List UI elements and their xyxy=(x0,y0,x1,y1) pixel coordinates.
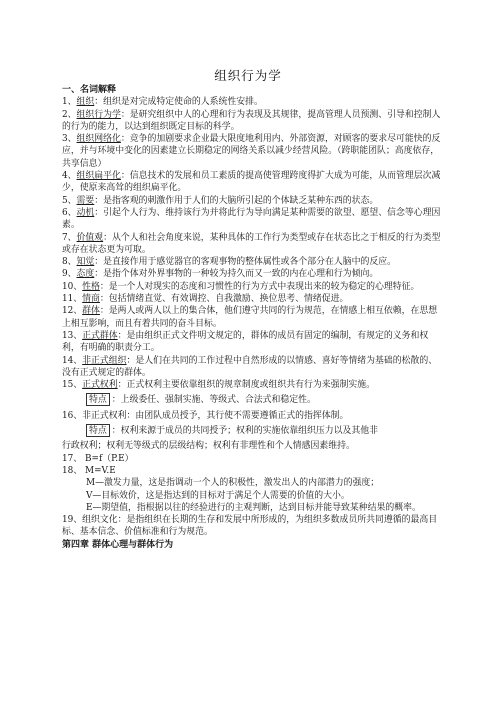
definition-item: 11、情商：包括情绪直觉、有效调控、自我激励、换位思考、情绪促进。 xyxy=(62,294,349,305)
definition-item: 4、组织扁平化：信息技术的发展和员工素质的提高使管理跨度得扩大成为可能，从而管理层次减少，使原来高耸的组织扁平化。 xyxy=(62,171,441,194)
definition-item: 3、组织网络化：竞争的加剧要求企业最大限度地利用内、外部资源，对顾客的要求尽可能快的反应，并与环境中变化的因素建立长期稳定的网络关系以减少经营风险。（跨职能团队；高度依存，共享信息） xyxy=(62,134,441,169)
term: 组织扁平化 xyxy=(76,171,121,182)
term: 群体 xyxy=(82,306,100,317)
term: 动机 xyxy=(76,207,95,218)
term: 正式群体 xyxy=(82,330,118,341)
definition-item: 13、正式群体：是由组织正式文件明文规定的，群体的成员有固定的编制，有规定的义务和权利，有明确的职责分工。 xyxy=(62,330,429,354)
formula-item: 18、 M=V.E xyxy=(62,465,116,476)
chapter-heading: 第四章 群体心理与群体行为 xyxy=(62,539,174,550)
definition-item: 16、非正式权利：由团队成员授予，其行使不需要遵循正式的指挥体制。 xyxy=(62,410,349,421)
formula-explanation: M—激发力量，这是指调动一个人的积极性，激发出人的内部潜力的强度； xyxy=(86,478,380,489)
definition-item: 8、知觉：是直接作用于感觉器官的客观事物的整体属性或各个部分在人脑中的反应。 xyxy=(62,257,397,268)
term: 组织网络化 xyxy=(76,134,121,145)
document-body xyxy=(62,84,446,551)
section-heading: 一、名词解释 xyxy=(62,85,117,95)
definition-item: 14、非正式组织：是人们在共同的工作过程中自然形成的以情感、喜好等情绪为基础的松散的、没有正式规定的群体。 xyxy=(62,355,438,378)
formula-item: 17、 B=f（P.E） xyxy=(62,453,134,464)
feature-label-box: 特点 xyxy=(86,393,110,406)
document-title: 组织行为学 xyxy=(214,68,282,83)
term: 性格 xyxy=(82,281,100,292)
definition-item: 6、动机：引起个人行为、维持该行为并将此行为导向满足某种需要的欲望、愿望、信念等心理因素。 xyxy=(62,207,441,231)
feature-continuation: 行政权利；权利无等级式的层级结构；权利有非理性和个人情感因素维持。 xyxy=(62,441,355,452)
definition-item: 12、群体：是两人或两人以上的集合体，他们遵守共同的行为规范，在情感上相互依赖，在思想上相互影响，而且有着共同的奋斗目标。 xyxy=(62,306,438,329)
definition-item: 5、需要：是指客观的刺激作用于人们的大脑所引起的个体缺乏某种东西的状态。 xyxy=(62,195,379,206)
term: 价值观 xyxy=(76,232,104,243)
term: 知觉 xyxy=(76,257,95,268)
definition-item: 7、价值观：从个人和社会角度来说，某种具体的工作行为类型或存在状态比之于相反的行为类型或存在状态更为可取。 xyxy=(62,232,441,255)
feature-line: 特点 ：上级委任、强制实施、等级式、合法式和稳定性。 xyxy=(86,394,446,406)
definition-item: 15、正式权利：正式权利主要依靠组织的规章制度或组织共有行为来强制实施。 xyxy=(62,380,376,391)
definition-item: 2、组织行为学：是研究组织中人的心理和行为表现及其规律，提高管理人员预测、引导和控制人的行为的能力，以达到组织既定目标的科学。 xyxy=(62,109,441,132)
formula-explanation: E—期望值，指根据以往的经验进行的主观判断，达到目标并能导致某种结果的概率。 xyxy=(86,502,421,513)
term: 态度 xyxy=(76,269,95,280)
term: 组织行为学 xyxy=(76,109,121,120)
term: 非正式组织 xyxy=(82,355,127,366)
feature-line: 特点 ：权利来源于成员的共同授予；权利的实施依靠组织压力以及其他非 xyxy=(86,425,446,437)
definition-item: 19、组织文化：是指组织在长期的生存和发展中所形成的，为组织多数成员所共同遵循的最高目标、基本信念、价值标准和行为规范。 xyxy=(62,515,438,538)
term: 组织 xyxy=(76,97,95,108)
definition-item: 9、态度：是指个体对外界事物的一种较为持久而又一致的内在心理和行为倾向。 xyxy=(62,269,379,280)
term: 正式权利 xyxy=(82,380,118,391)
definition-item: 10、性格：是一个人对现实的态度和习惯性的行为方式中表现出来的较为稳定的心理特征。 xyxy=(62,281,420,292)
formula-explanation: V—目标效价，这是指达到的目标对于满足个人需要的价值的大小。 xyxy=(86,490,350,501)
definition-item: 1、组织：组织是对完成特定使命的人系统性安排。 xyxy=(62,97,263,108)
feature-label-box: 特点 xyxy=(86,424,110,437)
term: 需要 xyxy=(76,195,95,206)
term: 情商 xyxy=(82,294,100,305)
